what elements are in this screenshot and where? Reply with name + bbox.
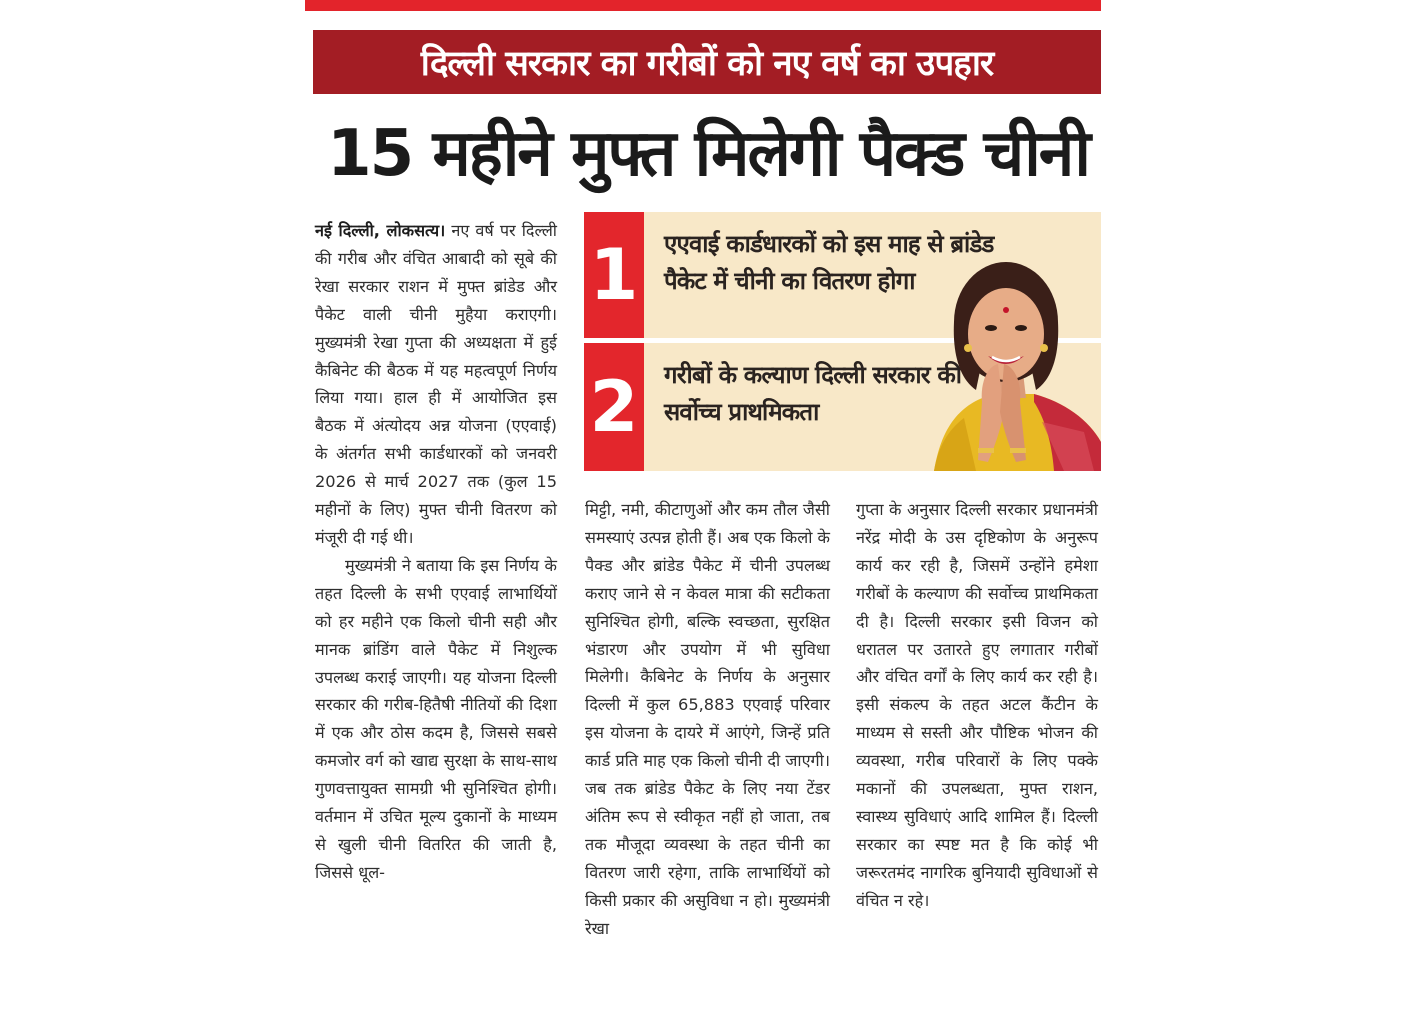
main-headline xyxy=(313,102,1103,198)
highlight-text: एएवाई कार्डधारकों को इस माह से ब्रांडेड पैकेट में चीनी का वितरण होगा xyxy=(664,230,994,295)
article-column-1 xyxy=(315,217,557,887)
article-paragraph-2: मुख्यमंत्री ने बताया कि इस निर्णय के तहत दिल्ली के सभी एएवाई लाभार्थियों को हर महीने एक किलो चीनी सही और मानक ब्रांडिंग वाले पैकेट में निशुल्क उपलब्ध कराई जाएगी। यह योजना दिल्ली सरकार की गरीब-हितैषी नीतियों की दिशा में एक और ठोस कदम है, जिससे सबसे कमजोर वर्ग को खाद्य सुरक्षा के साथ-साथ गुणवत्तायुक्त सामग्री भी सुनिश्चित होगी। वर्तमान में उचित मूल्य दुकानों के माध्यम से खुली चीनी वितरित की जाती है, जिससे धूल- xyxy=(315,555,557,882)
highlight-number-badge: 2 xyxy=(584,343,644,471)
highlight-text: गरीबों के कल्याण दिल्ली सरकार की सर्वोच्च प्राथमिकता xyxy=(664,361,962,426)
highlights-box xyxy=(584,212,1101,471)
article-paragraph-3: मिट्टी, नमी, कीटाणुओं और कम तौल जैसी समस्याएं उत्पन्न होती हैं। अब एक किलो के पैक्ड और ब्रांडेड पैकेट में चीनी उपलब्ध कराए जाने से न केवल मात्रा की सटीकता सुनिश्चित होगी, बल्कि स्वच्छता, सुरक्षित भंडारण और उपयोग में भी सुविधा मिलेगी। कैबिनेट के निर्णय के अनुसार दिल्ली में कुल 65,883 एएवाई परिवार इस योजना के दायरे में आएंगे, जिन्हें प्रति कार्ड प्रति माह एक किलो चीनी दी जाएगी। जब तक ब्रांडेड पैकेट के लिए नया टेंडर अंतिम रूप से स्वीकृत नहीं हो जाता, तब तक मौजूदा व्यवस्था के तहत चीनी का वितरण जारी रहेगा, ताकि लाभार्थियों को किसी प्रकार की असुविधा न हो। मुख्यमंत्री रेखा xyxy=(585,500,830,938)
kicker-banner-text: दिल्ली सरकार का गरीबों को नए वर्ष का उपहार xyxy=(420,43,994,84)
main-headline-text: 15 महीने मुफ्त मिलेगी पैक्ड चीनी xyxy=(327,116,1089,191)
highlight-number-badge: 1 xyxy=(584,212,644,338)
article-column-3 xyxy=(856,496,1098,915)
dateline: नई दिल्ली, लोकसत्य। xyxy=(315,221,446,240)
kicker-banner xyxy=(313,30,1101,94)
article-paragraph-1-text: नए वर्ष पर दिल्ली की गरीब और वंचित आबादी को सूबे की रेखा सरकार राशन में मुफ्त ब्रांडेड और पैकेट वाली चीनी मुहैया कराएगी। मुख्यमंत्री रेखा गुप्ता की अध्यक्षता में हुई कैबिनेट की बैठक में यह महत्वपूर्ण निर्णय लिया गया। हाल ही में आयोजित इस बैठक में अंत्योदय अन्न योजना (एएवाई) के अंतर्गत सभी कार्डधारकों को जनवरी 2026 से मार्च 2027 तक (कुल 15 महीनों के लिए) मुफ्त चीनी वितरण को मंजूरी दी गई थी। xyxy=(315,221,557,547)
article-column-2 xyxy=(585,496,830,943)
article-paragraph-1 xyxy=(315,217,557,552)
top-color-strip xyxy=(305,0,1101,11)
chief-minister-portrait xyxy=(924,252,1101,471)
article-paragraph-4: गुप्ता के अनुसार दिल्ली सरकार प्रधानमंत्री नरेंद्र मोदी के उस दृष्टिकोण के अनुरूप कार्य कर रही है, जिसमें उन्होंने हमेशा गरीबों के कल्याण की सर्वोच्च प्राथमिकता दी है। दिल्ली सरकार इसी विजन को धरातल पर उतारते हुए लगातार गरीबों और वंचित वर्गों के लिए कार्य कर रही है। इसी संकल्प के तहत अटल कैंटीन के माध्यम से सस्ती और पौष्टिक भोजन की व्यवस्था, गरीब परिवारों के लिए पक्के मकानों की उपलब्धता, मुफ्त राशन, स्वास्थ्य सुविधाएं आदि शामिल हैं। दिल्ली सरकार का स्पष्ट मत है कि कोई भी जरूरतमंद नागरिक बुनियादी सुविधाओं से वंचित न रहे। xyxy=(856,500,1098,910)
